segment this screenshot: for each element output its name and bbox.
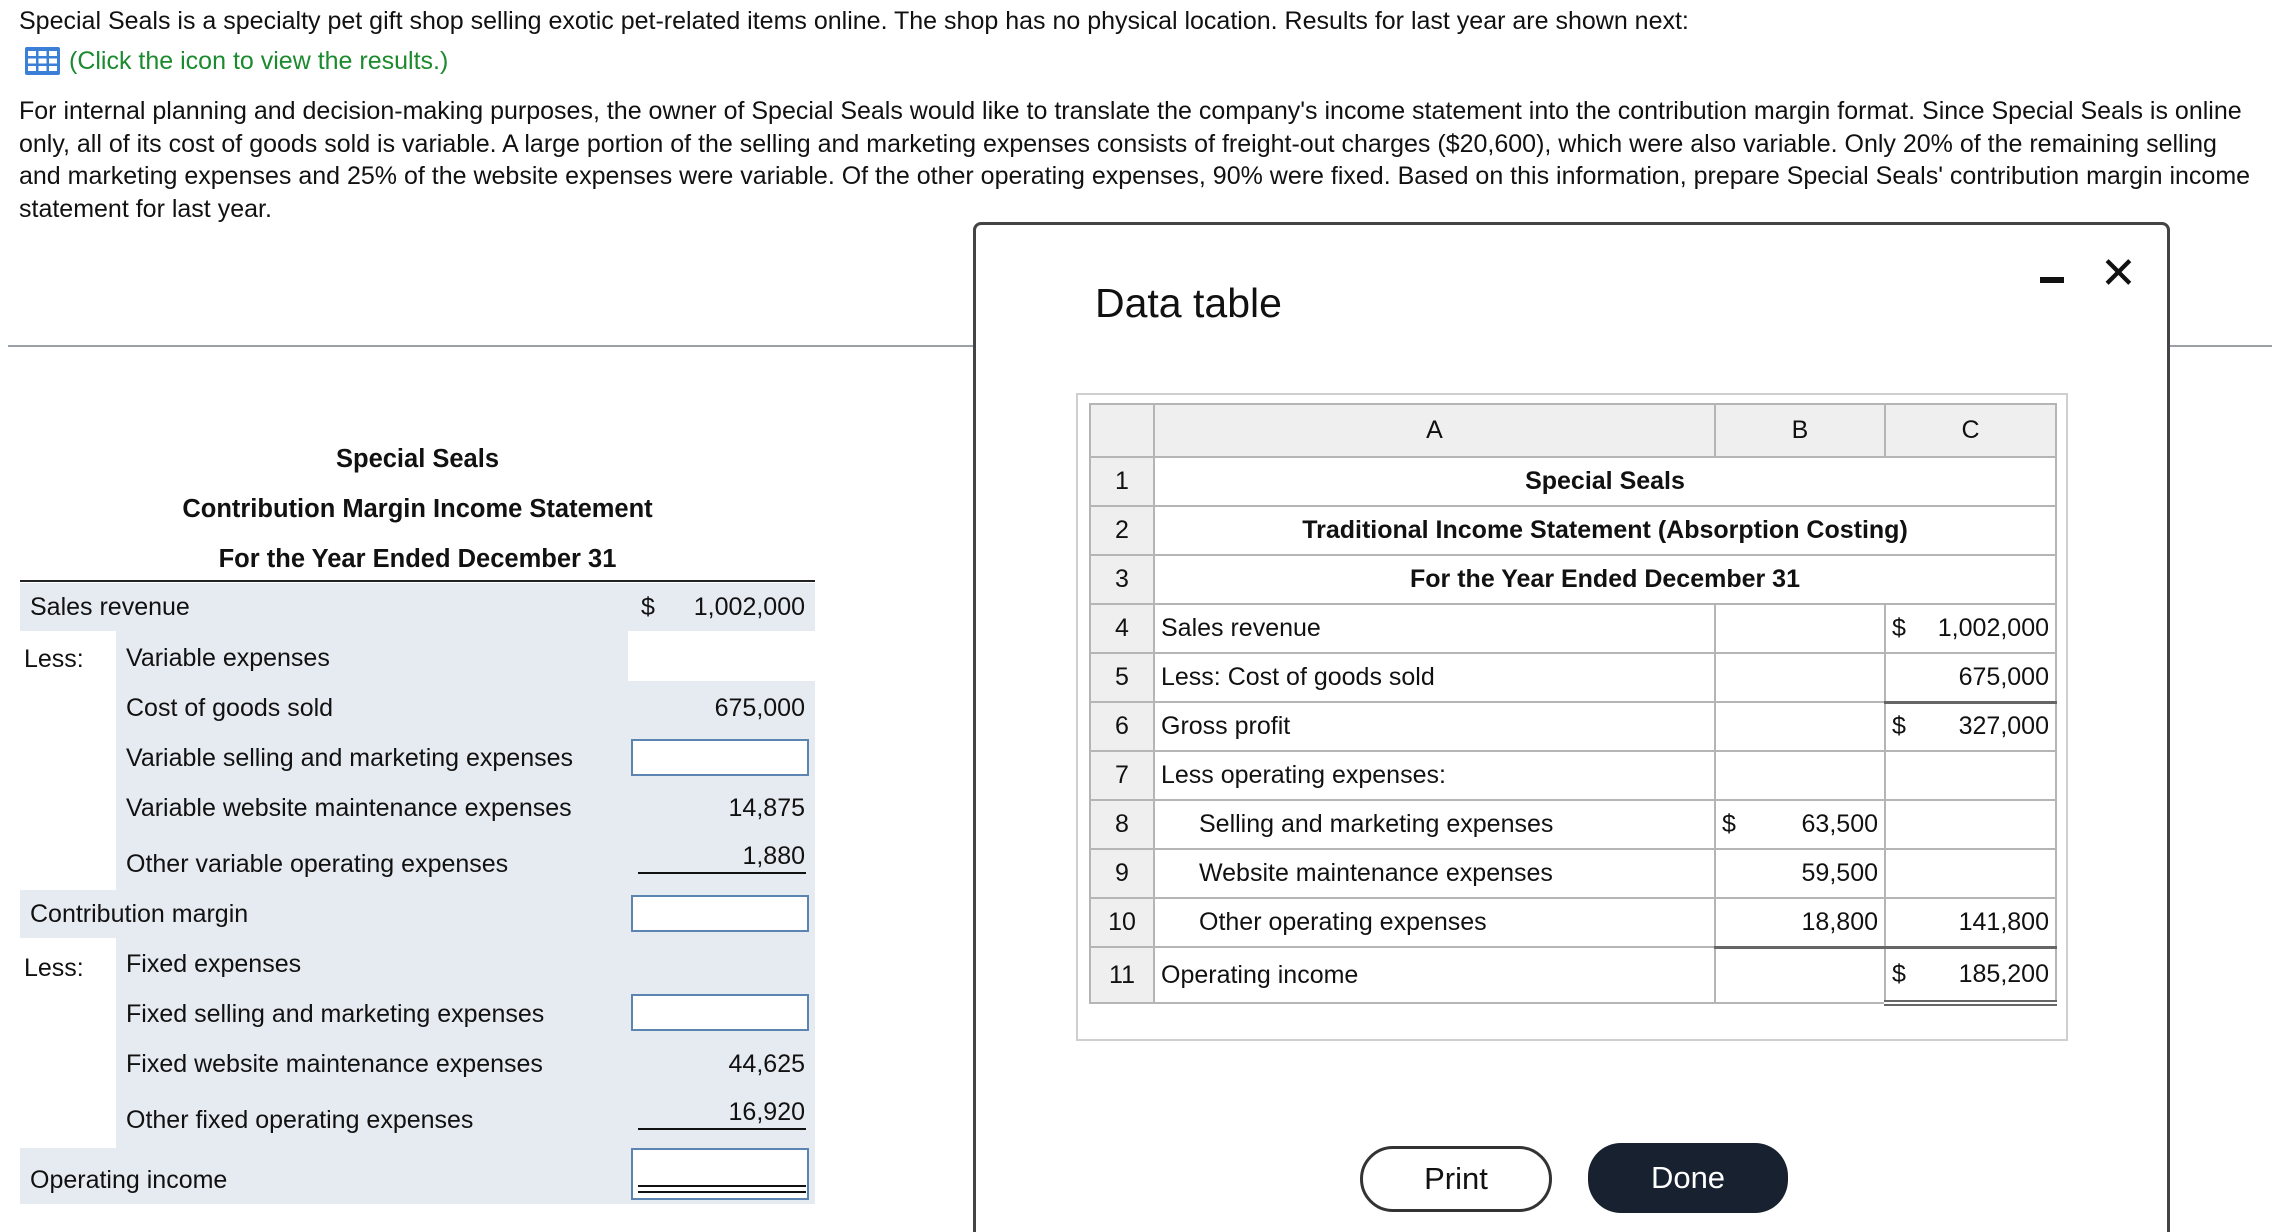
cell-label: Less: Cost of goods sold: [1154, 653, 1715, 702]
row-number: 3: [1090, 555, 1154, 604]
minimize-button[interactable]: [2038, 262, 2068, 292]
fixed-website-label: Fixed website maintenance expenses: [126, 1050, 543, 1078]
table-row: [1090, 800, 2056, 849]
close-icon: ✕: [2100, 249, 2137, 298]
row-number: 7: [1090, 751, 1154, 800]
fixed-selling-input[interactable]: [631, 994, 809, 1031]
other-var-label: Other variable operating expenses: [126, 850, 509, 878]
dollar-sign: $: [1892, 712, 1906, 741]
cell-value: 675,000: [1885, 653, 2056, 702]
cell-c: [1885, 849, 2056, 898]
less-variable-label: Less:: [24, 645, 84, 673]
other-fixed-underline: [638, 1128, 806, 1130]
fixed-expenses-header: Fixed expenses: [126, 950, 302, 978]
cell-b: [1715, 800, 1885, 849]
view-results-link[interactable]: [24, 44, 448, 78]
cell-c: [1885, 702, 2056, 751]
table-row: [1090, 555, 2056, 604]
cell-c: [1885, 947, 2056, 1003]
table-row: [1090, 947, 2056, 1003]
cell-label: Other operating expenses: [1154, 898, 1715, 947]
dollar-sign: $: [1722, 810, 1736, 838]
column-header: B: [1715, 404, 1885, 457]
table-row: [1090, 506, 2056, 555]
cell-b: [1715, 947, 1885, 1003]
table-row: [1090, 849, 2056, 898]
row-number: 2: [1090, 506, 1154, 555]
row-number: 9: [1090, 849, 1154, 898]
corner-cell: [1090, 404, 1154, 457]
view-results-label[interactable]: (Click the icon to view the results.): [69, 46, 449, 75]
cell-c: [1885, 751, 2056, 800]
other-var-value: 1,880: [742, 842, 805, 870]
cell-label: Less operating expenses:: [1154, 751, 1715, 800]
table-row: [1090, 457, 2056, 506]
column-header: A: [1154, 404, 1715, 457]
cell-label: Website maintenance expenses: [1154, 849, 1715, 898]
var-website-value: 14,875: [728, 794, 805, 822]
cell-label: Selling and marketing expenses: [1154, 800, 1715, 849]
cell-value: 18,800: [1715, 898, 1885, 947]
data-table: [1089, 403, 2057, 1006]
row-number: 11: [1090, 947, 1154, 1003]
oi-double-underline-1: [638, 1185, 806, 1187]
table-row: [1090, 653, 2056, 702]
table-company: Special Seals: [1154, 457, 2056, 506]
operating-income-label: Operating income: [30, 1166, 228, 1194]
cell-value: 59,500: [1715, 849, 1885, 898]
instructions-paragraph: For internal planning and decision-making purposes, the owner of Special Seals would like to translate the company's income statement into the contribution margin format. Since Special Seals is online only, all of its cost of goods sold is variable. A large portion of the selling and marketing expenses consists of freight-out charges ($20,600), which were also variable. Only 20% of the remaining selling and marketing expenses and 25% of the website expenses were variable. Of the other operating expenses, 90% were fixed. Based on this information, prepare Special Seals' contribution margin income statement for last year.: [19, 97, 2251, 223]
done-button[interactable]: Done: [1588, 1143, 1788, 1213]
table-title: Traditional Income Statement (Absorption Costing): [1154, 506, 2056, 555]
cell-value: 141,800: [1885, 898, 2056, 947]
row-number: 5: [1090, 653, 1154, 702]
table-header-row: [1090, 404, 2056, 457]
cell-label: Operating income: [1154, 947, 1715, 1003]
table-period: For the Year Ended December 31: [1154, 555, 2056, 604]
cell-b: [1715, 751, 1885, 800]
row-number: 1: [1090, 457, 1154, 506]
other-var-underline: [638, 872, 806, 874]
data-table-icon[interactable]: [24, 46, 61, 76]
less-fixed-label: Less:: [24, 954, 84, 982]
var-selling-label: Variable selling and marketing expenses: [126, 744, 574, 772]
sales-dollar-sign: $: [641, 593, 655, 621]
cogs-value: 675,000: [714, 694, 805, 722]
cell-b: [1715, 653, 1885, 702]
print-button[interactable]: Print: [1360, 1146, 1552, 1212]
var-website-label: Variable website maintenance expenses: [126, 794, 572, 822]
problem-intro: Special Seals is a specialty pet gift shop selling exotic pet-related items online. The shop has no physical location. Results for last year are shown next:: [19, 7, 1689, 35]
contribution-margin-label: Contribution margin: [30, 900, 249, 928]
cell-value: 63,500: [1801, 810, 1878, 838]
dollar-sign: $: [1892, 959, 1906, 988]
table-row: [1090, 751, 2056, 800]
row-number: 8: [1090, 800, 1154, 849]
cell-c: [1885, 604, 2056, 653]
cogs-label: Cost of goods sold: [126, 694, 334, 722]
cell-value: 1,002,000: [1937, 614, 2049, 642]
cell-label: Sales revenue: [1154, 604, 1715, 653]
fixed-website-value: 44,625: [728, 1050, 805, 1078]
statement-header-rule: [20, 580, 815, 582]
cell-c: [1885, 800, 2056, 849]
table-row: [1090, 702, 2056, 751]
var-selling-input[interactable]: [631, 739, 809, 776]
cell-label: Gross profit: [1154, 702, 1715, 751]
table-row: [1090, 604, 2056, 653]
row-number: 10: [1090, 898, 1154, 947]
statement-title: Contribution Margin Income Statement: [182, 495, 653, 523]
row-number: 4: [1090, 604, 1154, 653]
oi-double-underline-2: [638, 1191, 806, 1193]
variable-expenses-header: Variable expenses: [126, 644, 330, 672]
cell-b: [1715, 604, 1885, 653]
cell-b: [1715, 702, 1885, 751]
other-fixed-value: 16,920: [728, 1098, 805, 1126]
cell-value: 327,000: [1958, 712, 2049, 741]
close-button[interactable]: [2100, 249, 2137, 298]
modal-title: Data table: [1095, 280, 1282, 326]
statement-period: For the Year Ended December 31: [218, 545, 617, 573]
fixed-selling-label: Fixed selling and marketing expenses: [126, 1000, 545, 1028]
column-header: C: [1885, 404, 2056, 457]
row-number: 6: [1090, 702, 1154, 751]
contribution-margin-input[interactable]: [631, 895, 809, 932]
sales-revenue-label: Sales revenue: [30, 593, 190, 621]
dollar-sign: $: [1892, 614, 1906, 642]
cell-value: 185,200: [1958, 959, 2049, 988]
table-row: [1090, 898, 2056, 947]
other-fixed-label: Other fixed operating expenses: [126, 1106, 474, 1134]
sales-revenue-value: 1,002,000: [693, 593, 805, 621]
minimize-icon: [2040, 277, 2064, 283]
statement-company: Special Seals: [335, 445, 500, 473]
